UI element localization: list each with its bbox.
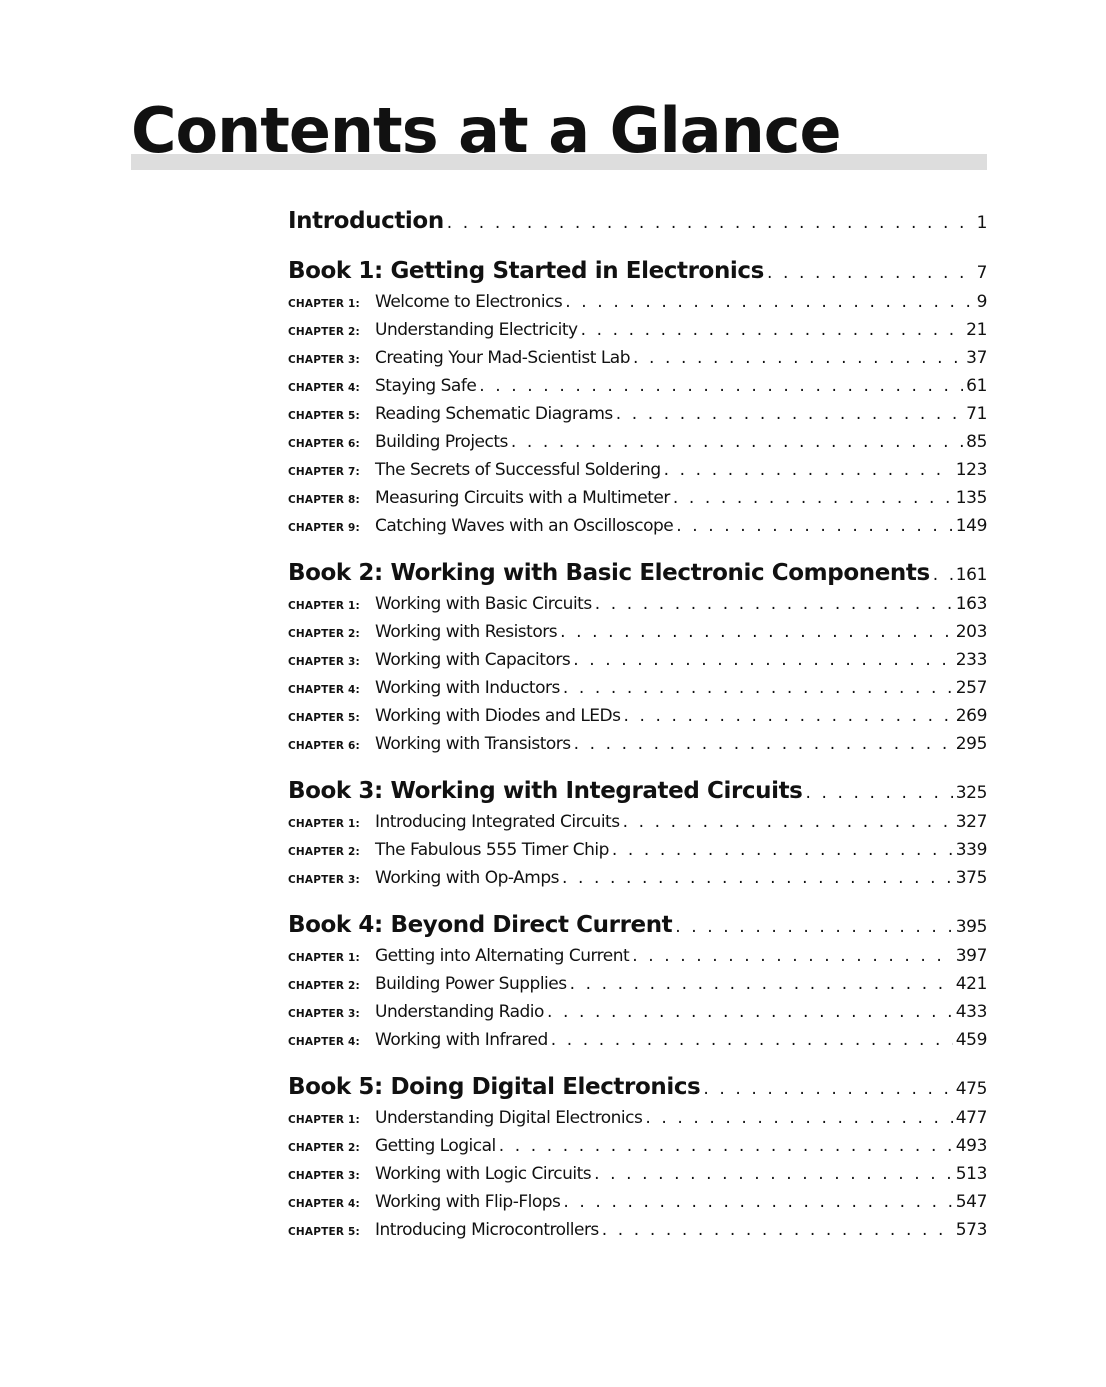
chapter-number: CHAPTER 1:	[288, 298, 360, 310]
chapter-number: CHAPTER 3:	[288, 656, 360, 668]
toc-chapter-entry[interactable]	[288, 706, 987, 734]
chapter-number: CHAPTER 5:	[288, 1226, 360, 1238]
chapter-number: CHAPTER 3:	[288, 354, 360, 366]
toc-chapter-entry[interactable]	[288, 432, 987, 460]
toc-chapter-entry[interactable]	[288, 974, 987, 1002]
chapter-page-number: 421	[955, 974, 987, 994]
chapter-page-number: 21	[966, 320, 987, 340]
page-title-text: Contents at a Glance	[131, 94, 841, 167]
toc-chapter-entry[interactable]	[288, 1108, 987, 1136]
chapter-number: CHAPTER 3:	[288, 1170, 360, 1182]
chapter-title: Catching Waves with an Oscilloscope	[375, 516, 674, 536]
toc-section-entry[interactable]	[288, 1074, 987, 1108]
dot-leader	[565, 292, 973, 312]
section-page-number: 475	[955, 1079, 987, 1099]
toc-chapter-entry[interactable]	[288, 650, 987, 678]
chapter-page-number: 459	[955, 1030, 987, 1050]
chapter-title: The Secrets of Successful Soldering	[375, 460, 661, 480]
chapter-page-number: 269	[955, 706, 987, 726]
dot-leader	[612, 840, 953, 860]
section-page-number: 1	[976, 213, 987, 233]
chapter-number: CHAPTER 7:	[288, 466, 360, 478]
chapter-title: Getting Logical	[375, 1136, 496, 1156]
chapter-title: Working with Diodes and LEDs	[375, 706, 621, 726]
chapter-number: CHAPTER 1:	[288, 818, 360, 830]
dot-leader	[563, 1192, 952, 1212]
toc-chapter-entry[interactable]	[288, 812, 987, 840]
toc-chapter-entry[interactable]	[288, 1030, 987, 1058]
section-page-number: 161	[955, 565, 987, 585]
dot-leader	[562, 868, 953, 888]
chapter-page-number: 547	[955, 1192, 987, 1212]
chapter-number: CHAPTER 5:	[288, 712, 360, 724]
dot-leader	[560, 622, 953, 642]
section-title: Book 1: Getting Started in Electronics	[288, 258, 764, 284]
toc-chapter-entry[interactable]	[288, 1220, 987, 1248]
dot-leader	[673, 488, 953, 508]
dot-leader	[551, 1030, 953, 1050]
chapter-number: CHAPTER 2:	[288, 980, 360, 992]
chapter-number: CHAPTER 3:	[288, 1008, 360, 1020]
chapter-number: CHAPTER 6:	[288, 740, 360, 752]
toc-chapter-entry[interactable]	[288, 840, 987, 868]
dot-leader	[594, 1164, 953, 1184]
dot-leader	[570, 974, 953, 994]
chapter-number: CHAPTER 6:	[288, 438, 360, 450]
chapter-title: Understanding Digital Electronics	[375, 1108, 643, 1128]
chapter-page-number: 295	[955, 734, 987, 754]
chapter-page-number: 149	[955, 516, 987, 536]
toc-section-entry[interactable]	[288, 208, 987, 242]
chapter-title: Working with Transistors	[375, 734, 571, 754]
chapter-title: Building Power Supplies	[375, 974, 567, 994]
chapter-page-number: 477	[955, 1108, 987, 1128]
chapter-number: CHAPTER 2:	[288, 326, 360, 338]
toc-chapter-entry[interactable]	[288, 1002, 987, 1030]
section-page-number: 395	[955, 917, 987, 937]
chapter-page-number: 37	[966, 348, 987, 368]
chapter-title: Getting into Alternating Current	[375, 946, 630, 966]
dot-leader	[547, 1002, 953, 1022]
toc-chapter-entry[interactable]	[288, 678, 987, 706]
toc-chapter-entry[interactable]	[288, 622, 987, 650]
chapter-page-number: 163	[955, 594, 987, 614]
toc-section-entry[interactable]	[288, 778, 987, 812]
chapter-title: Working with Op-Amps	[375, 868, 559, 888]
chapter-page-number: 493	[955, 1136, 987, 1156]
section-page-number: 325	[955, 783, 987, 803]
toc-chapter-entry[interactable]	[288, 404, 987, 432]
chapter-number: CHAPTER 2:	[288, 628, 360, 640]
chapter-number: CHAPTER 1:	[288, 952, 360, 964]
toc-chapter-entry[interactable]	[288, 594, 987, 622]
chapter-title: Understanding Electricity	[375, 320, 578, 340]
chapter-page-number: 339	[955, 840, 987, 860]
chapter-title: Measuring Circuits with a Multimeter	[375, 488, 670, 508]
dot-leader	[664, 460, 953, 480]
section-title: Book 3: Working with Integrated Circuits	[288, 778, 803, 804]
chapter-number: CHAPTER 2:	[288, 846, 360, 858]
toc-chapter-entry[interactable]	[288, 376, 987, 404]
table-of-contents	[288, 208, 987, 1248]
chapter-title: The Fabulous 555 Timer Chip	[375, 840, 609, 860]
chapter-page-number: 233	[955, 650, 987, 670]
chapter-page-number: 433	[955, 1002, 987, 1022]
toc-chapter-entry[interactable]	[288, 292, 987, 320]
dot-leader	[581, 320, 964, 340]
toc-section-entry[interactable]	[288, 560, 987, 594]
dot-leader	[933, 565, 953, 585]
dot-leader	[602, 1220, 953, 1240]
toc-chapter-entry[interactable]	[288, 460, 987, 488]
chapter-page-number: 375	[955, 868, 987, 888]
section-page-number: 7	[976, 263, 987, 283]
chapter-title: Working with Infrared	[375, 1030, 548, 1050]
toc-chapter-entry[interactable]	[288, 1164, 987, 1192]
toc-chapter-entry[interactable]	[288, 1136, 987, 1164]
dot-leader	[499, 1136, 953, 1156]
chapter-page-number: 9	[976, 292, 987, 312]
page-title	[131, 96, 987, 174]
dot-leader	[623, 706, 952, 726]
section-title: Book 4: Beyond Direct Current	[288, 912, 673, 938]
chapter-title: Introducing Microcontrollers	[375, 1220, 599, 1240]
dot-leader	[573, 650, 953, 670]
chapter-number: CHAPTER 1:	[288, 1114, 360, 1126]
dot-leader	[563, 678, 953, 698]
chapter-page-number: 513	[955, 1164, 987, 1184]
chapter-page-number: 573	[955, 1220, 987, 1240]
chapter-number: CHAPTER 1:	[288, 600, 360, 612]
chapter-number: CHAPTER 9:	[288, 522, 360, 534]
chapter-title: Working with Basic Circuits	[375, 594, 592, 614]
chapter-page-number: 327	[955, 812, 987, 832]
chapter-page-number: 85	[966, 432, 987, 452]
toc-chapter-entry[interactable]	[288, 488, 987, 516]
dot-leader	[616, 404, 963, 424]
dot-leader	[623, 812, 953, 832]
chapter-title: Understanding Radio	[375, 1002, 544, 1022]
toc-section-entry[interactable]	[288, 912, 987, 946]
dot-leader	[447, 213, 974, 233]
chapter-title: Working with Inductors	[375, 678, 560, 698]
chapter-number: CHAPTER 2:	[288, 1142, 360, 1154]
chapter-title: Building Projects	[375, 432, 508, 452]
chapter-page-number: 397	[955, 946, 987, 966]
dot-leader	[767, 263, 974, 283]
chapter-title: Working with Logic Circuits	[375, 1164, 592, 1184]
chapter-page-number: 203	[955, 622, 987, 642]
chapter-page-number: 257	[955, 678, 987, 698]
chapter-title: Creating Your Mad-Scientist Lab	[375, 348, 631, 368]
toc-chapter-entry[interactable]	[288, 348, 987, 376]
section-title: Book 5: Doing Digital Electronics	[288, 1074, 701, 1100]
toc-chapter-entry[interactable]	[288, 1192, 987, 1220]
chapter-title: Working with Resistors	[375, 622, 558, 642]
chapter-page-number: 135	[955, 488, 987, 508]
dot-leader	[675, 917, 952, 937]
toc-chapter-entry[interactable]	[288, 868, 987, 896]
chapter-title: Welcome to Electronics	[375, 292, 563, 312]
dot-leader	[595, 594, 953, 614]
chapter-title: Staying Safe	[375, 376, 477, 396]
chapter-number: CHAPTER 4:	[288, 1198, 360, 1210]
toc-chapter-entry[interactable]	[288, 320, 987, 348]
section-title: Book 2: Working with Basic Electronic Components	[288, 560, 930, 586]
chapter-title: Introducing Integrated Circuits	[375, 812, 620, 832]
toc-chapter-entry[interactable]	[288, 734, 987, 762]
chapter-number: CHAPTER 3:	[288, 874, 360, 886]
toc-chapter-entry[interactable]	[288, 946, 987, 974]
chapter-number: CHAPTER 4:	[288, 1036, 360, 1048]
chapter-number: CHAPTER 5:	[288, 410, 360, 422]
chapter-number: CHAPTER 4:	[288, 382, 360, 394]
chapter-title: Working with Flip-Flops	[375, 1192, 561, 1212]
chapter-title: Reading Schematic Diagrams	[375, 404, 613, 424]
dot-leader	[703, 1079, 952, 1099]
chapter-number: CHAPTER 4:	[288, 684, 360, 696]
chapter-title: Working with Capacitors	[375, 650, 571, 670]
dot-leader	[645, 1108, 952, 1128]
dot-leader	[574, 734, 953, 754]
dot-leader	[479, 376, 963, 396]
toc-section-entry[interactable]	[288, 258, 987, 292]
dot-leader	[805, 783, 952, 803]
chapter-number: CHAPTER 8:	[288, 494, 360, 506]
dot-leader	[676, 516, 952, 536]
dot-leader	[633, 348, 963, 368]
chapter-page-number: 123	[955, 460, 987, 480]
dot-leader	[632, 946, 953, 966]
toc-chapter-entry[interactable]	[288, 516, 987, 544]
dot-leader	[511, 432, 963, 452]
chapter-page-number: 61	[966, 376, 987, 396]
section-title: Introduction	[288, 208, 444, 234]
chapter-page-number: 71	[966, 404, 987, 424]
